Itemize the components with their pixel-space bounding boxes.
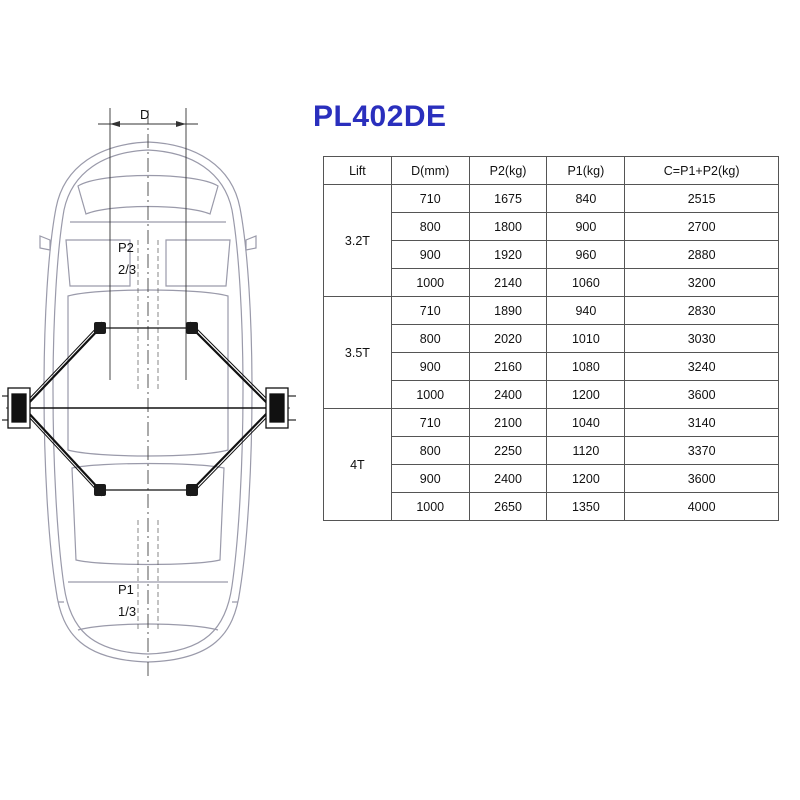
cell-p2: 2650 bbox=[469, 493, 547, 521]
cell-p2: 1675 bbox=[469, 185, 547, 213]
load-label-p1: P1 bbox=[118, 582, 134, 597]
cell-d: 900 bbox=[391, 353, 469, 381]
cell-c: 3140 bbox=[625, 409, 779, 437]
table-row bbox=[324, 437, 779, 465]
cell-p1: 840 bbox=[547, 185, 625, 213]
column-header-lift: Lift bbox=[324, 157, 392, 185]
table-row bbox=[324, 325, 779, 353]
cell-d: 900 bbox=[391, 465, 469, 493]
cell-d: 710 bbox=[391, 185, 469, 213]
cell-d: 710 bbox=[391, 409, 469, 437]
cell-d: 710 bbox=[391, 297, 469, 325]
load-fraction-p1: 1/3 bbox=[118, 604, 137, 619]
cell-p1: 1120 bbox=[547, 437, 625, 465]
cell-c: 3240 bbox=[625, 353, 779, 381]
table-row bbox=[324, 381, 779, 409]
lift-capacity-cell: 4T bbox=[324, 409, 392, 521]
cell-p1: 940 bbox=[547, 297, 625, 325]
cell-p2: 1800 bbox=[469, 213, 547, 241]
cell-p2: 2140 bbox=[469, 269, 547, 297]
cell-c: 3030 bbox=[625, 325, 779, 353]
cell-p1: 1200 bbox=[547, 381, 625, 409]
cell-p2: 1890 bbox=[469, 297, 547, 325]
load-label-p2: P2 bbox=[118, 240, 134, 255]
cell-c: 2700 bbox=[625, 213, 779, 241]
cell-p1: 1040 bbox=[547, 409, 625, 437]
lift-capacity-cell: 3.5T bbox=[324, 297, 392, 409]
capacity-table bbox=[323, 156, 779, 521]
column-header-c: C=P1+P2(kg) bbox=[625, 157, 779, 185]
column-header-p2: P2(kg) bbox=[469, 157, 547, 185]
cell-p2: 1920 bbox=[469, 241, 547, 269]
cell-p1: 1010 bbox=[547, 325, 625, 353]
cell-c: 3200 bbox=[625, 269, 779, 297]
cell-c: 3600 bbox=[625, 465, 779, 493]
cell-d: 1000 bbox=[391, 381, 469, 409]
lift-diagram bbox=[0, 90, 300, 690]
cell-p1: 1350 bbox=[547, 493, 625, 521]
table-row bbox=[324, 269, 779, 297]
table-row bbox=[324, 465, 779, 493]
cell-c: 2880 bbox=[625, 241, 779, 269]
cell-p1: 900 bbox=[547, 213, 625, 241]
cell-d: 800 bbox=[391, 213, 469, 241]
cell-d: 900 bbox=[391, 241, 469, 269]
cell-c: 3370 bbox=[625, 437, 779, 465]
table-row bbox=[324, 409, 779, 437]
cell-c: 2830 bbox=[625, 297, 779, 325]
cell-p2: 2400 bbox=[469, 381, 547, 409]
table-row bbox=[324, 493, 779, 521]
lift-diagram-svg bbox=[0, 90, 300, 690]
cell-p1: 1200 bbox=[547, 465, 625, 493]
lift-capacity-cell: 3.2T bbox=[324, 185, 392, 297]
load-fraction-p2: 2/3 bbox=[118, 262, 137, 277]
cell-p2: 2160 bbox=[469, 353, 547, 381]
cell-p2: 2250 bbox=[469, 437, 547, 465]
table-body bbox=[324, 185, 779, 521]
table-row bbox=[324, 213, 779, 241]
table-row bbox=[324, 185, 779, 213]
table-row bbox=[324, 353, 779, 381]
cell-p2: 2400 bbox=[469, 465, 547, 493]
dimension-label-d: D bbox=[140, 107, 150, 122]
column-header-p1: P1(kg) bbox=[547, 157, 625, 185]
table-row bbox=[324, 297, 779, 325]
page-title: PL402DE bbox=[313, 100, 447, 133]
cell-p2: 2020 bbox=[469, 325, 547, 353]
cell-d: 1000 bbox=[391, 269, 469, 297]
cell-p1: 960 bbox=[547, 241, 625, 269]
cell-c: 2515 bbox=[625, 185, 779, 213]
column-header-d: D(mm) bbox=[391, 157, 469, 185]
table-header-row bbox=[324, 157, 779, 185]
spec-panel bbox=[305, 100, 790, 521]
cell-d: 800 bbox=[391, 437, 469, 465]
cell-c: 4000 bbox=[625, 493, 779, 521]
cell-d: 1000 bbox=[391, 493, 469, 521]
cell-p1: 1080 bbox=[547, 353, 625, 381]
cell-d: 800 bbox=[391, 325, 469, 353]
cell-p1: 1060 bbox=[547, 269, 625, 297]
cell-p2: 2100 bbox=[469, 409, 547, 437]
table-row bbox=[324, 241, 779, 269]
cell-c: 3600 bbox=[625, 381, 779, 409]
